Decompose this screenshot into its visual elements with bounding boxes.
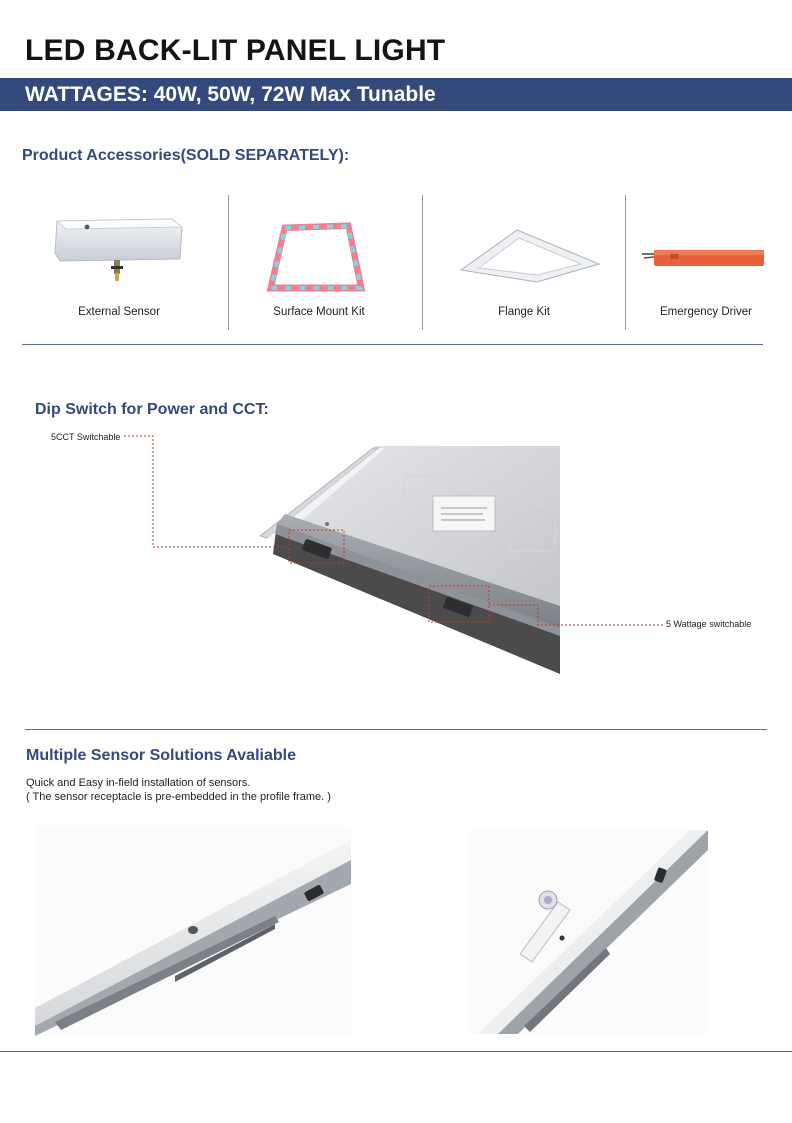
- cct-callout-label: 5CCT Switchable: [51, 432, 121, 442]
- accessories-heading: Product Accessories(SOLD SEPARATELY):: [22, 147, 350, 164]
- accessory-divider: [228, 195, 229, 330]
- external-sensor-image: [52, 213, 187, 285]
- accessory-label: Flange Kit: [498, 306, 550, 318]
- flange-kit-image: [457, 226, 603, 284]
- accessory-label: External Sensor: [78, 306, 160, 318]
- accessory-label: Emergency Driver: [659, 306, 753, 318]
- dip-switch-heading: Dip Switch for Power and CCT:: [35, 401, 269, 418]
- surface-mount-kit-image: [265, 222, 365, 292]
- sensor-heading: Multiple Sensor Solutions Avaliable: [26, 747, 296, 764]
- accessory-divider: [625, 195, 626, 330]
- page-title: LED BACK-LIT PANEL LIGHT: [25, 34, 446, 67]
- callout-lines: [0, 430, 792, 630]
- wattage-callout-label: 5 Wattage switchable: [666, 619, 752, 629]
- section-divider: [25, 729, 767, 730]
- sensor-receptacle-image: [35, 826, 351, 1036]
- section-divider: [22, 344, 763, 345]
- accessory-divider: [422, 195, 423, 330]
- sensor-description-line: ( The sensor receptacle is pre-embedded in the profile frame. ): [26, 791, 331, 803]
- footer-divider: [0, 1051, 792, 1052]
- sensor-description-line: Quick and Easy in-field installation of sensors.: [26, 777, 251, 789]
- emergency-driver-image: [640, 244, 770, 272]
- sensor-installed-image: [468, 830, 708, 1034]
- wattage-text: WATTAGES: 40W, 50W, 72W Max Tunable: [25, 83, 436, 106]
- wattage-banner: [0, 78, 792, 111]
- accessory-label: Surface Mount Kit: [273, 306, 365, 318]
